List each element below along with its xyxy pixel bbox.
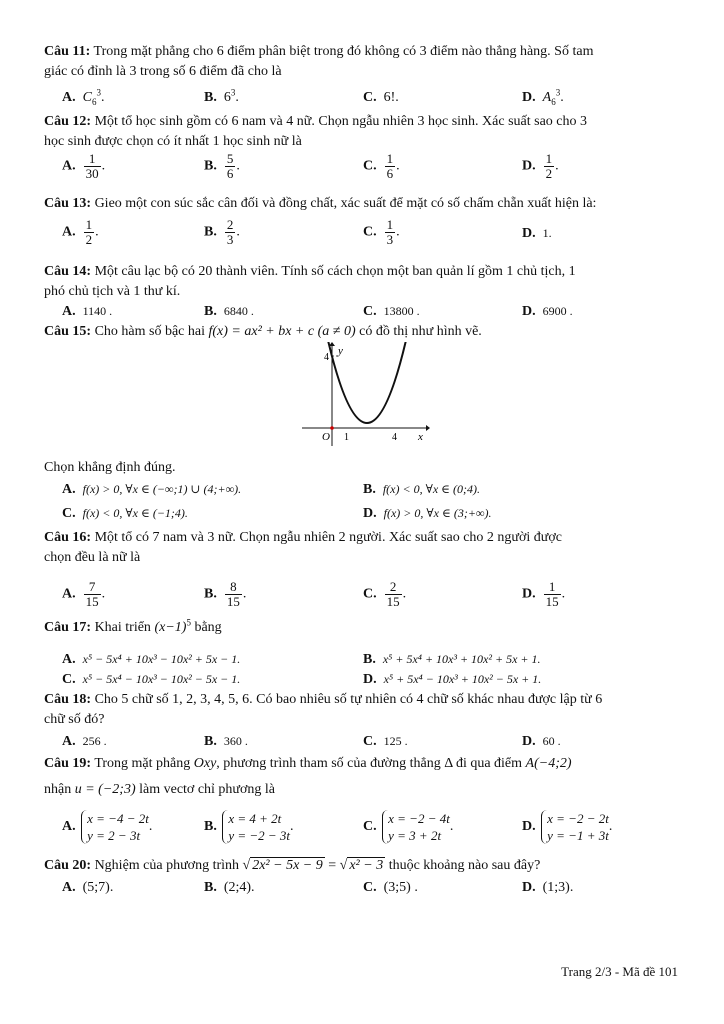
option-text: 1140 . bbox=[82, 304, 113, 318]
radical-right: √ x² − 3 bbox=[339, 858, 384, 873]
option-label: D. bbox=[522, 158, 536, 174]
option-label: B. bbox=[204, 304, 217, 319]
option-b[interactable] bbox=[204, 87, 239, 106]
option-a[interactable] bbox=[62, 482, 241, 498]
option-text: 1. bbox=[542, 226, 552, 240]
option-sub: 6 bbox=[91, 96, 97, 107]
fraction: $\frac{8}{15}$ bbox=[226, 579, 240, 609]
question-text: Nghiệm của phương trình bbox=[94, 858, 240, 873]
option-d[interactable] bbox=[522, 226, 552, 242]
option-label: D. bbox=[363, 506, 377, 521]
question-text: nhận bbox=[44, 782, 72, 797]
y-tick-4: 4 bbox=[324, 352, 329, 363]
option-b[interactable]: B. $\frac{5}{6}$ . bbox=[204, 151, 240, 181]
question-text: Gieo một con súc sắc cân đối và đồng chất, xác suất để mặt có số chấm chẵn xuất hiện là: bbox=[94, 196, 597, 211]
option-label: A. bbox=[62, 734, 76, 749]
x-label: x bbox=[418, 431, 423, 443]
option-label: A. bbox=[62, 90, 76, 105]
question-text-end: bằng bbox=[194, 620, 222, 635]
question-text-cont: chọn đều là nữ là bbox=[44, 550, 141, 565]
option-label: A. bbox=[62, 482, 76, 497]
option-text: 60 . bbox=[542, 734, 561, 748]
option-label: C. bbox=[62, 506, 76, 521]
option-c[interactable]: C. $\frac{1}{3}$ . bbox=[363, 217, 400, 247]
option-label: B. bbox=[204, 90, 217, 105]
fraction: $\frac{1}{2}$ bbox=[545, 151, 553, 181]
option-label: B. bbox=[204, 734, 217, 749]
option-label: D. bbox=[363, 672, 377, 687]
option-text: f(x) > 0, ∀x ∈ (3;+∞). bbox=[383, 506, 492, 520]
option-text: 6900 . bbox=[542, 304, 573, 318]
option-text: 360 . bbox=[223, 734, 248, 748]
question-text-end: làm vectơ chỉ phương là bbox=[139, 782, 276, 797]
expression: (x−1) bbox=[154, 620, 187, 635]
option-d[interactable] bbox=[522, 734, 561, 750]
option-b[interactable] bbox=[363, 652, 541, 668]
option-sup: 3 bbox=[555, 87, 561, 98]
option-label: C. bbox=[363, 586, 377, 602]
option-c[interactable] bbox=[62, 672, 240, 688]
option-sup: 3 bbox=[230, 87, 236, 98]
plane-name: Oxy bbox=[193, 756, 217, 771]
option-c[interactable] bbox=[62, 506, 188, 522]
x-tick-1: 1 bbox=[344, 432, 349, 443]
option-label: B. bbox=[204, 224, 217, 240]
option-c[interactable] bbox=[363, 880, 418, 896]
question-13 bbox=[44, 194, 684, 214]
direction-vector: u = (−2;3) bbox=[74, 782, 136, 797]
option-label: C. bbox=[363, 819, 377, 835]
option-b[interactable] bbox=[204, 734, 248, 750]
param-system: x = −2 − 2t y = −1 + 3t bbox=[541, 810, 609, 844]
option-c[interactable] bbox=[363, 734, 408, 750]
option-label: A. bbox=[62, 158, 76, 174]
point-a: A(−4;2) bbox=[525, 756, 572, 771]
option-text: 6840 . bbox=[223, 304, 254, 318]
option-b[interactable]: B. $\frac{8}{15}$ . bbox=[204, 579, 247, 609]
option-c[interactable]: C. $\frac{1}{6}$ . bbox=[363, 151, 400, 181]
question-15 bbox=[44, 322, 684, 342]
option-tail: . bbox=[235, 90, 239, 105]
option-d[interactable]: D. x = −2 − 2t y = −1 + 3t . bbox=[522, 811, 613, 843]
option-label: A. bbox=[62, 819, 76, 835]
option-text: x⁵ + 5x⁴ − 10x³ + 10x² − 5x + 1. bbox=[383, 672, 542, 686]
option-label: A. bbox=[62, 586, 76, 602]
option-label: D. bbox=[522, 226, 536, 241]
question-text: Cho hàm số bậc hai bbox=[94, 324, 205, 339]
option-tail: . bbox=[560, 90, 564, 105]
question-18 bbox=[44, 690, 684, 730]
option-text: (5;7). bbox=[82, 880, 114, 895]
question-number: Câu 11: bbox=[44, 44, 91, 59]
option-b[interactable]: B. x = 4 + 2t y = −2 − 3t . bbox=[204, 811, 294, 843]
formula: f(x) = ax² + bx + c (a ≠ 0) bbox=[208, 324, 356, 339]
fraction: $\frac{7}{15}$ bbox=[85, 579, 99, 609]
option-label: B. bbox=[204, 586, 217, 602]
radical-left: √ 2x² − 5x − 9 bbox=[242, 858, 323, 873]
option-label: B. bbox=[363, 652, 376, 667]
question-17 bbox=[44, 618, 684, 638]
question-number: Câu 15: bbox=[44, 324, 92, 339]
option-a[interactable]: A. $\frac{1}{2}$ . bbox=[62, 217, 99, 247]
option-label: D. bbox=[522, 586, 536, 602]
option-text: x⁵ − 5x⁴ + 10x³ − 10x² + 5x − 1. bbox=[82, 652, 241, 666]
option-tail: . bbox=[100, 90, 105, 105]
option-a[interactable] bbox=[62, 87, 105, 107]
option-b[interactable] bbox=[204, 304, 254, 320]
fraction: $\frac{5}{6}$ bbox=[226, 151, 234, 181]
option-text: f(x) < 0, ∀x ∈ (−1;4). bbox=[82, 506, 188, 520]
option-label: C. bbox=[62, 672, 76, 687]
option-c[interactable] bbox=[363, 304, 420, 320]
fraction: $\frac{2}{15}$ bbox=[386, 579, 400, 609]
parabola-graph bbox=[300, 342, 430, 452]
option-text: 6!. bbox=[383, 90, 399, 105]
option-label: C. bbox=[363, 304, 377, 319]
question-text-cont: giác có đỉnh là 3 trong số 6 điểm đã cho là bbox=[44, 64, 282, 79]
question-number: Câu 19: bbox=[44, 756, 92, 771]
option-label: D. bbox=[522, 819, 536, 835]
origin-label: O bbox=[322, 431, 330, 443]
option-a[interactable] bbox=[62, 304, 112, 320]
option-c[interactable]: C. $\frac{2}{15}$ . bbox=[363, 579, 407, 609]
param-system: x = −4 − 2t y = 2 − 3t bbox=[81, 810, 149, 844]
option-label: C. bbox=[363, 90, 377, 105]
fraction: $\frac{1}{30}$ bbox=[85, 151, 99, 181]
option-text: f(x) < 0, ∀x ∈ (0;4). bbox=[382, 482, 481, 496]
option-text: (2;4). bbox=[223, 880, 255, 895]
question-text-cont: phó chủ tịch và 1 thư kí. bbox=[44, 284, 181, 299]
question-text: Trong mặt phẳng cho 6 điểm phân biệt trong đó không có 3 điểm nào thẳng hàng. Số tam bbox=[93, 44, 594, 59]
option-b[interactable]: B. $\frac{2}{3}$ . bbox=[204, 217, 240, 247]
fraction: $\frac{1}{6}$ bbox=[386, 151, 394, 181]
x-axis-arrow bbox=[426, 425, 430, 431]
option-a[interactable]: A. x = −4 − 2t y = 2 − 3t . bbox=[62, 811, 153, 843]
question-number: Câu 14: bbox=[44, 264, 92, 279]
option-label: D. bbox=[522, 90, 536, 105]
question-text-cont: học sinh được chọn có ít nhất 1 học sinh nữ là bbox=[44, 134, 302, 149]
y-label: y bbox=[338, 345, 343, 357]
option-text: f(x) > 0, ∀x ∈ (−∞;1) ∪ (4;+∞). bbox=[82, 482, 242, 496]
option-d[interactable]: D. $\frac{1}{2}$ . bbox=[522, 151, 559, 181]
option-text: x⁵ + 5x⁴ + 10x³ + 10x² + 5x + 1. bbox=[382, 652, 541, 666]
question-prompt: Chọn khẳng định đúng. bbox=[44, 460, 176, 475]
question-text-end: có đồ thị như hình vẽ. bbox=[359, 324, 482, 339]
option-label: D. bbox=[522, 304, 536, 319]
option-label: B. bbox=[204, 158, 217, 174]
question-number: Câu 13: bbox=[44, 196, 92, 211]
option-label: A. bbox=[62, 224, 76, 240]
question-text-mid: , phương trình tham số của đường thẳng bbox=[216, 756, 441, 771]
question-number: Câu 16: bbox=[44, 530, 92, 545]
question-text-point: đi qua điểm bbox=[455, 756, 523, 771]
param-system: x = −2 − 4t y = 3 + 2t bbox=[382, 810, 450, 844]
question-text: Một câu lạc bộ có 20 thành viên. Tính số cách chọn một ban quản lí gồm 1 chủ tịch, 1 bbox=[94, 264, 576, 279]
question-12 bbox=[44, 112, 684, 152]
fraction: $\frac{1}{2}$ bbox=[85, 217, 93, 247]
x-tick-4: 4 bbox=[392, 432, 397, 443]
option-b[interactable] bbox=[204, 880, 255, 896]
question-14 bbox=[44, 262, 684, 302]
option-d[interactable] bbox=[522, 304, 573, 320]
question-text: Cho 5 chữ số 1, 2, 3, 4, 5, 6. Có bao nhiêu số tự nhiên có 4 chữ số khác nhau được lập từ 6 bbox=[94, 692, 603, 707]
option-sup: 3 bbox=[96, 87, 101, 98]
question-text: Khai triển bbox=[94, 620, 151, 635]
option-text: 256 . bbox=[82, 734, 107, 748]
option-text: C bbox=[82, 90, 92, 105]
option-c[interactable]: C. x = −2 − 4t y = 3 + 2t . bbox=[363, 811, 454, 843]
option-label: C. bbox=[363, 158, 377, 174]
option-label: D. bbox=[522, 734, 536, 749]
option-label: A. bbox=[62, 304, 76, 319]
option-text: 125 . bbox=[383, 734, 408, 748]
option-label: C. bbox=[363, 224, 377, 240]
question-number: Câu 18: bbox=[44, 692, 92, 707]
question-text-end: thuộc khoảng nào sau đây? bbox=[388, 858, 541, 873]
line-symbol: Δ bbox=[444, 756, 453, 771]
option-c[interactable] bbox=[363, 90, 399, 106]
option-d[interactable] bbox=[363, 672, 541, 688]
question-number: Câu 20: bbox=[44, 858, 92, 873]
question-20 bbox=[44, 858, 540, 874]
fraction: $\frac{1}{3}$ bbox=[386, 217, 394, 247]
question-11 bbox=[44, 42, 684, 82]
option-label: A. bbox=[62, 652, 76, 667]
question-text: Một tổ học sinh gồm có 6 nam và 4 nữ. Chọn ngẫu nhiên 3 học sinh. Xác suất sao cho 3 bbox=[94, 114, 588, 129]
option-label: C. bbox=[363, 880, 377, 895]
question-16 bbox=[44, 528, 684, 568]
option-sub: 6 bbox=[551, 96, 556, 107]
option-label: C. bbox=[363, 734, 377, 749]
option-d[interactable] bbox=[522, 87, 564, 107]
option-text: A bbox=[542, 90, 552, 105]
question-text: Trong mặt phẳng bbox=[94, 756, 191, 771]
option-a[interactable] bbox=[62, 652, 240, 668]
option-d[interactable] bbox=[363, 506, 491, 522]
option-d[interactable]: D. $\frac{1}{15}$ . bbox=[522, 579, 566, 609]
option-label: B. bbox=[204, 880, 217, 895]
option-a[interactable]: A. $\frac{7}{15}$ . bbox=[62, 579, 106, 609]
option-label: D. bbox=[522, 880, 536, 895]
option-text: 6 bbox=[223, 90, 231, 105]
option-text: (1;3). bbox=[542, 880, 574, 895]
question-text: Một tổ có 7 nam và 3 nữ. Chọn ngẫu nhiên 2 người. Xác suất sao cho 2 người được bbox=[94, 530, 562, 545]
equals-sign: = bbox=[328, 858, 337, 873]
question-number: Câu 17: bbox=[44, 620, 92, 635]
option-a[interactable]: A. $\frac{1}{30}$ . bbox=[62, 151, 106, 181]
option-text: 13800 . bbox=[383, 304, 420, 318]
option-d[interactable] bbox=[522, 880, 573, 896]
exponent: 5 bbox=[186, 617, 191, 628]
question-19-cont bbox=[44, 782, 275, 798]
option-text: (3;5) . bbox=[383, 880, 418, 895]
option-label: A. bbox=[62, 880, 76, 895]
question-number: Câu 12: bbox=[44, 114, 92, 129]
option-text: x⁵ − 5x⁴ − 10x³ − 10x² − 5x − 1. bbox=[82, 672, 241, 686]
option-b[interactable] bbox=[363, 482, 480, 498]
option-a[interactable] bbox=[62, 880, 113, 896]
fraction: $\frac{1}{15}$ bbox=[545, 579, 559, 609]
question-text-cont: chữ số đó? bbox=[44, 712, 105, 727]
option-label: B. bbox=[204, 819, 217, 835]
option-label: B. bbox=[363, 482, 376, 497]
fraction: $\frac{2}{3}$ bbox=[226, 217, 234, 247]
origin-dot bbox=[330, 426, 334, 430]
option-a[interactable] bbox=[62, 734, 107, 750]
page-footer: Trang 2/3 - Mã đề 101 bbox=[561, 964, 678, 979]
param-system: x = 4 + 2t y = −2 − 3t bbox=[222, 810, 290, 844]
question-19 bbox=[44, 756, 572, 772]
